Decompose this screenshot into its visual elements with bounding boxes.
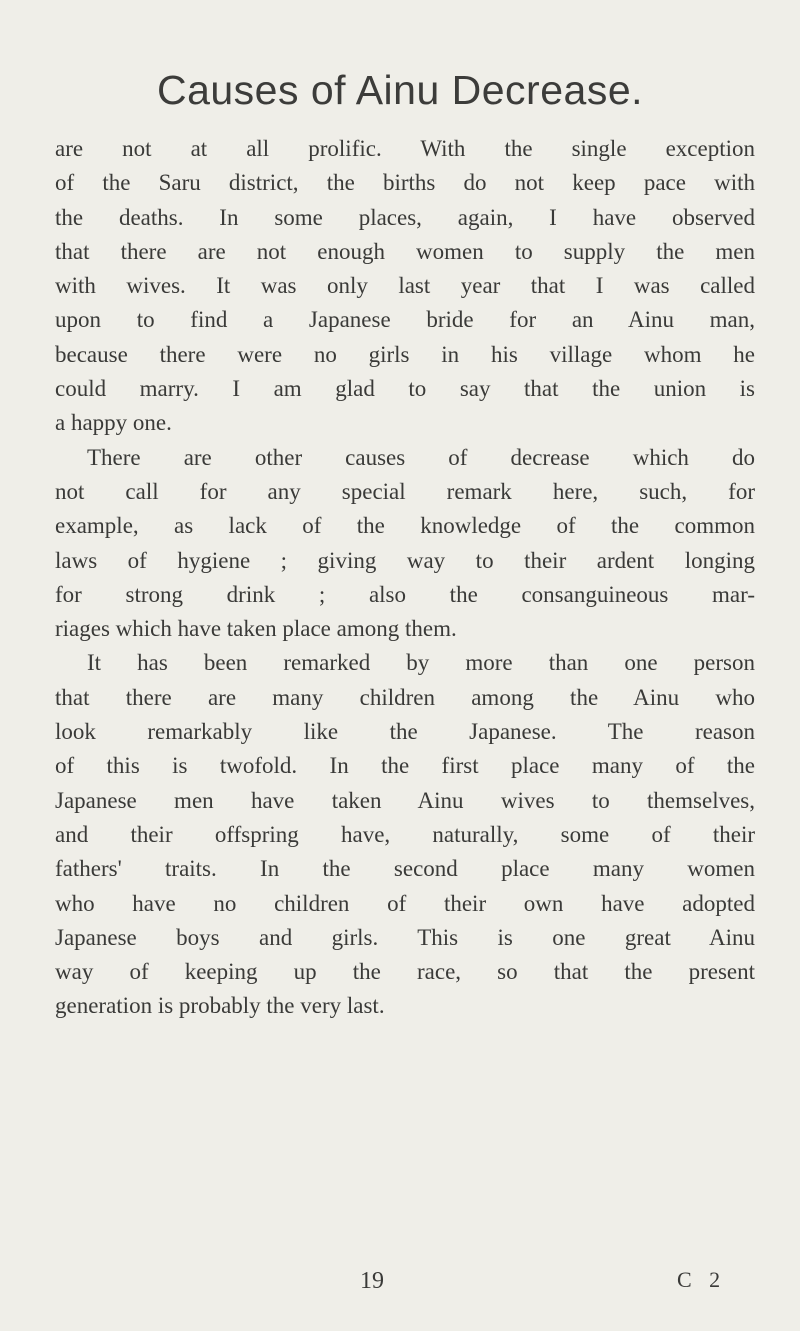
text-line: could marry. I am glad to say that the union is	[55, 376, 755, 402]
text-line: example, as lack of the knowledge of the common	[55, 513, 755, 539]
paragraph-first-line: It has been remarked by more than one person	[87, 650, 755, 676]
text-line: look remarkably like the Japanese. The reason	[55, 719, 755, 745]
text-line: are not at all prolific. With the single exception	[55, 136, 755, 161]
text-line: that there are many children among the Ainu who	[55, 684, 755, 710]
text-line: who have no children of their own have adopted	[55, 890, 755, 916]
text-line: of this is twofold. In the first place many of the	[55, 753, 755, 779]
text-line: Japanese men have taken Ainu wives to themselves,	[55, 787, 755, 813]
text-line: with wives. It was only last year that I was called	[55, 273, 755, 299]
page-number: 19	[360, 1268, 384, 1294]
body-text	[55, 132, 755, 1024]
running-title: Causes of Ainu Decrease.	[156, 67, 644, 113]
text-line: upon to find a Japanese bride for an Ainu man,	[55, 307, 755, 333]
signature-mark: C 2	[677, 1267, 727, 1292]
text-line: and their offspring have, naturally, some of their	[55, 821, 755, 847]
text-line: the deaths. In some places, again, I have observed	[55, 204, 755, 230]
text-line: laws of hygiene ; giving way to their ardent longing	[55, 547, 755, 573]
text-line: way of keeping up the race, so that the present	[55, 959, 755, 985]
paragraph-first-line: There are other causes of decrease which do	[87, 444, 755, 470]
text-line: fathers' traits. In the second place many women	[55, 856, 755, 882]
text-line: a happy one.	[55, 410, 172, 436]
text-line: riages which have taken place among them.	[55, 616, 457, 642]
text-line: Japanese boys and girls. This is one great Ainu	[55, 924, 755, 950]
text-line: not call for any special remark here, such, for	[55, 478, 755, 504]
text-line: because there were no girls in his village whom he	[55, 341, 755, 367]
text-line: generation is probably the very last.	[55, 993, 385, 1019]
text-line: for strong drink ; also the consanguineous mar-	[55, 581, 755, 607]
text-line: that there are not enough women to supply the men	[55, 238, 755, 264]
text-line: of the Saru district, the births do not keep pace with	[55, 170, 755, 196]
